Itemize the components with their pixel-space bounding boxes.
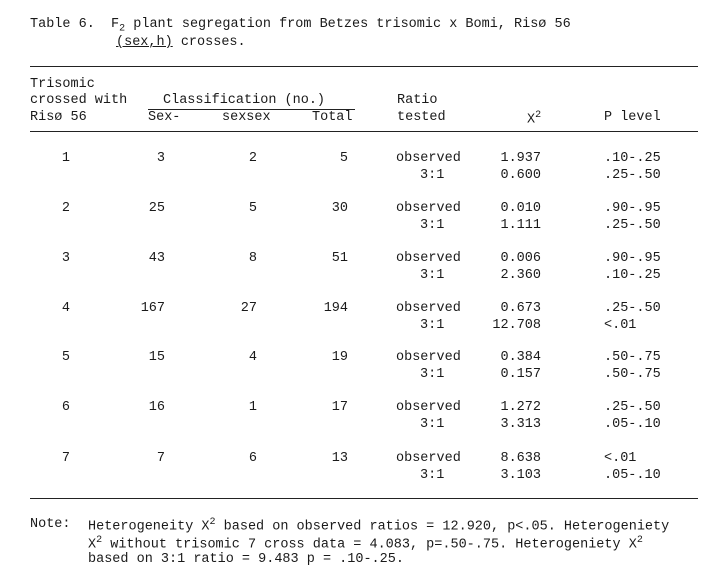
header-ratio-2: tested — [397, 110, 446, 125]
cell-sex: 3 — [156, 151, 165, 166]
table-number: Table 6. — [30, 17, 95, 32]
cell-ratio-a: observed — [396, 251, 461, 266]
cell-total: 5 — [339, 151, 348, 166]
note-l1: Heterogeneity X — [88, 519, 210, 535]
cell-chi-a: 1.272 — [500, 400, 541, 415]
cell-sex: 167 — [140, 301, 165, 316]
cell-total: 19 — [331, 350, 348, 365]
cell-sexsex: 4 — [248, 350, 257, 365]
header-classification: Classification (no.) — [163, 93, 326, 108]
top-rule — [30, 66, 698, 67]
header-rule — [30, 131, 698, 132]
cell-chi-a: 1.937 — [500, 151, 541, 166]
table-title — [30, 17, 571, 35]
chi-base: X — [527, 112, 536, 128]
cell-total: 51 — [331, 251, 348, 266]
cell-chi-a: 0.384 — [500, 350, 541, 365]
cell-trisomic: 4 — [61, 301, 70, 316]
note-l2-sup2: 2 — [636, 535, 643, 546]
note-line-3: based on 3:1 ratio = 9.483 p = .10-.25. — [88, 552, 404, 567]
header-trisomic-1: Trisomic — [30, 77, 95, 92]
cell-chi-b: 3.103 — [500, 468, 541, 483]
cell-trisomic: 7 — [61, 451, 70, 466]
note-l1-sup: 2 — [209, 517, 216, 528]
cell-sexsex: 1 — [248, 400, 257, 415]
cell-total: 13 — [331, 451, 348, 466]
cell-ratio-b: 3:1 — [420, 367, 445, 382]
header-ratio-1: Ratio — [397, 93, 438, 108]
note-label: Note: — [30, 517, 71, 532]
title-f: F — [111, 17, 120, 32]
note-l2-b: without trisomic 7 cross data = 4.083, p=.50-.75. Heterogeniety X — [102, 537, 637, 553]
cell-p-b: .25-.50 — [604, 218, 661, 233]
table-title-line2 — [116, 35, 246, 50]
cell-chi-b: 0.600 — [500, 168, 541, 183]
cell-ratio-a: observed — [396, 451, 461, 466]
cell-p-b: <.01 — [604, 318, 637, 333]
title-f-sub: 2 — [119, 23, 126, 35]
cell-ratio-b: 3:1 — [420, 417, 445, 432]
title-text: plant segregation from Betzes trisomic x Bomi, Risø 56 — [125, 17, 571, 32]
cell-ratio-b: 3:1 — [420, 168, 445, 183]
header-chi-square — [527, 110, 541, 128]
cell-trisomic: 2 — [61, 201, 70, 216]
cell-trisomic: 5 — [61, 350, 70, 365]
cell-sexsex: 2 — [248, 151, 257, 166]
cell-p-b: .50-.75 — [604, 367, 661, 382]
cell-p-a: .25-.50 — [604, 301, 661, 316]
cell-ratio-a: observed — [396, 151, 461, 166]
cell-trisomic: 6 — [61, 400, 70, 415]
title-crosses: crosses. — [172, 35, 246, 50]
cell-ratio-b: 3:1 — [420, 318, 445, 333]
cell-ratio-a: observed — [396, 301, 461, 316]
cell-p-b: .05-.10 — [604, 468, 661, 483]
bottom-rule — [30, 498, 698, 499]
cell-ratio-b: 3:1 — [420, 468, 445, 483]
cell-sex: 25 — [148, 201, 165, 216]
header-total: Total — [312, 110, 353, 125]
header-p-level: P level — [604, 110, 661, 125]
cell-p-a: .90-.95 — [604, 251, 661, 266]
cell-chi-a: 0.673 — [500, 301, 541, 316]
cell-sexsex: 6 — [248, 451, 257, 466]
cell-p-a: .10-.25 — [604, 151, 661, 166]
cell-p-b: .10-.25 — [604, 268, 661, 283]
header-trisomic-2: crossed with — [30, 93, 128, 108]
cell-ratio-b: 3:1 — [420, 218, 445, 233]
cell-sexsex: 8 — [248, 251, 257, 266]
cell-total: 30 — [331, 201, 348, 216]
cell-total: 17 — [331, 400, 348, 415]
note-line-1 — [88, 517, 669, 535]
cell-sexsex: 5 — [248, 201, 257, 216]
cell-sex: 16 — [148, 400, 165, 415]
cell-ratio-a: observed — [396, 350, 461, 365]
cell-ratio-a: observed — [396, 400, 461, 415]
header-sexsex: sexsex — [222, 110, 271, 125]
cell-sexsex: 27 — [240, 301, 257, 316]
note-l2: X — [88, 537, 97, 553]
cell-chi-b: 2.360 — [500, 268, 541, 283]
cell-total: 194 — [323, 301, 348, 316]
cell-chi-b: 3.313 — [500, 417, 541, 432]
chi-sup: 2 — [535, 110, 542, 121]
note-line-2 — [88, 535, 643, 553]
cell-ratio-b: 3:1 — [420, 268, 445, 283]
note-l2-sup: 2 — [96, 535, 103, 546]
cell-chi-b: 0.157 — [500, 367, 541, 382]
title-genotype: (sex,h) — [116, 35, 173, 50]
cell-sex: 7 — [156, 451, 165, 466]
cell-ratio-a: observed — [396, 201, 461, 216]
cell-trisomic: 1 — [61, 151, 70, 166]
cell-chi-a: 0.010 — [500, 201, 541, 216]
cell-sex: 15 — [148, 350, 165, 365]
header-trisomic-3: Risø 56 — [30, 110, 87, 125]
header-sex-minus: Sex- — [148, 110, 181, 125]
cell-chi-b: 12.708 — [492, 318, 541, 333]
cell-p-a: .90-.95 — [604, 201, 661, 216]
cell-p-a: <.01 — [604, 451, 637, 466]
cell-chi-a: 8.638 — [500, 451, 541, 466]
cell-chi-b: 1.111 — [500, 218, 541, 233]
note-l1-b: based on observed ratios = 12.920, p<.05. Heterogeniety — [215, 519, 670, 535]
cell-sex: 43 — [148, 251, 165, 266]
cell-p-a: .25-.50 — [604, 400, 661, 415]
cell-p-b: .25-.50 — [604, 168, 661, 183]
cell-trisomic: 3 — [61, 251, 70, 266]
cell-chi-a: 0.006 — [500, 251, 541, 266]
cell-p-a: .50-.75 — [604, 350, 661, 365]
cell-p-b: .05-.10 — [604, 417, 661, 432]
